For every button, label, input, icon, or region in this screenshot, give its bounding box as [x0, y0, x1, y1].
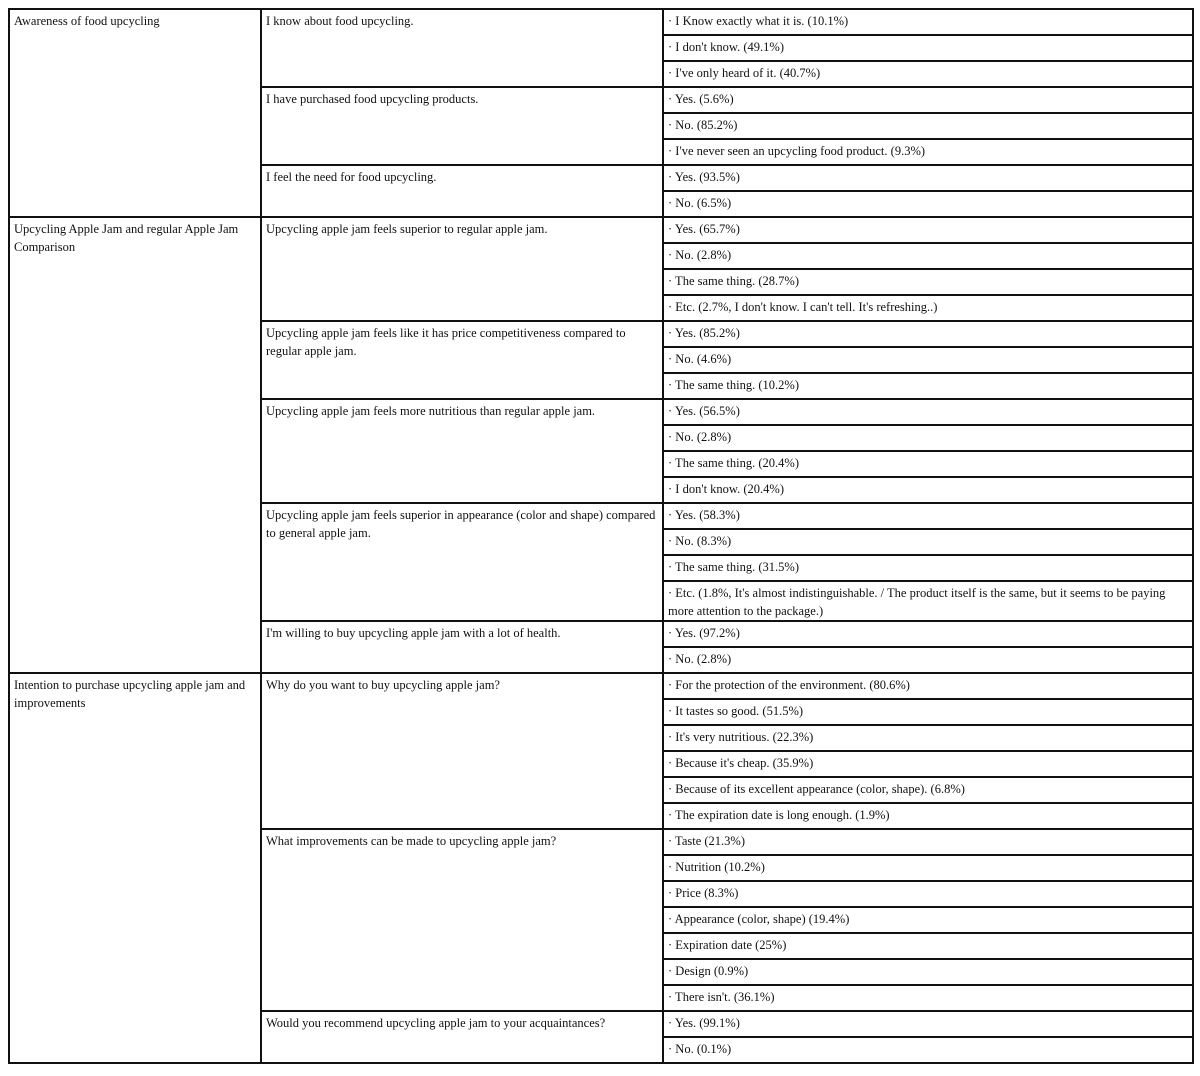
- answer-cell: · Yes. (5.6%): [663, 87, 1193, 113]
- answer-cell: · I don't know. (49.1%): [663, 35, 1193, 61]
- answer-cell: · Design (0.9%): [663, 959, 1193, 985]
- answer-cell: · Because of its excellent appearance (color, shape). (6.8%): [663, 777, 1193, 803]
- answer-cell: · The expiration date is long enough. (1.9%): [663, 803, 1193, 829]
- answer-cell: · Expiration date (25%): [663, 933, 1193, 959]
- question-cell: Upcycling apple jam feels more nutritious than regular apple jam.: [261, 399, 663, 503]
- table-row: [9, 217, 1193, 243]
- answer-cell: · Nutrition (10.2%): [663, 855, 1193, 881]
- answer-cell: · No. (6.5%): [663, 191, 1193, 217]
- answer-cell: · Yes. (58.3%): [663, 503, 1193, 529]
- question-cell: I know about food upcycling.: [261, 9, 663, 87]
- question-cell: Upcycling apple jam feels superior in appearance (color and shape) compared to general apple jam.: [261, 503, 663, 621]
- answer-cell: · I've never seen an upcycling food product. (9.3%): [663, 139, 1193, 165]
- answer-cell: · No. (4.6%): [663, 347, 1193, 373]
- table-row: [9, 9, 1193, 35]
- question-cell: I'm willing to buy upcycling apple jam with a lot of health.: [261, 621, 663, 673]
- answer-cell: · No. (8.3%): [663, 529, 1193, 555]
- answer-cell: · Taste (21.3%): [663, 829, 1193, 855]
- category-cell: Awareness of food upcycling: [9, 9, 261, 217]
- answer-cell: · Etc. (2.7%, I don't know. I can't tell. It's refreshing..): [663, 295, 1193, 321]
- question-cell: What improvements can be made to upcycling apple jam?: [261, 829, 663, 1011]
- answer-cell: · It tastes so good. (51.5%): [663, 699, 1193, 725]
- answer-cell: · For the protection of the environment. (80.6%): [663, 673, 1193, 699]
- answer-cell: · Appearance (color, shape) (19.4%): [663, 907, 1193, 933]
- answer-cell: · There isn't. (36.1%): [663, 985, 1193, 1011]
- answer-cell: · Etc. (1.8%, It's almost indistinguishable. / The product itself is the same, but it seems to be paying more attention to the package.): [663, 581, 1193, 621]
- category-cell: Upcycling Apple Jam and regular Apple Jam Comparison: [9, 217, 261, 673]
- answer-cell: · I Know exactly what it is. (10.1%): [663, 9, 1193, 35]
- survey-results-table: [8, 8, 1194, 1064]
- answer-cell: · Yes. (65.7%): [663, 217, 1193, 243]
- survey-table-body: [9, 9, 1193, 1063]
- answer-cell: · No. (85.2%): [663, 113, 1193, 139]
- question-cell: Would you recommend upcycling apple jam to your acquaintances?: [261, 1011, 663, 1063]
- question-cell: I feel the need for food upcycling.: [261, 165, 663, 217]
- table-row: [9, 673, 1193, 699]
- answer-cell: · The same thing. (31.5%): [663, 555, 1193, 581]
- answer-cell: · No. (2.8%): [663, 425, 1193, 451]
- answer-cell: · The same thing. (28.7%): [663, 269, 1193, 295]
- answer-cell: · No. (0.1%): [663, 1037, 1193, 1063]
- category-cell: Intention to purchase upcycling apple jam and improvements: [9, 673, 261, 1063]
- answer-cell: · Yes. (93.5%): [663, 165, 1193, 191]
- answer-cell: · Yes. (56.5%): [663, 399, 1193, 425]
- question-cell: Why do you want to buy upcycling apple jam?: [261, 673, 663, 829]
- answer-cell: · No. (2.8%): [663, 243, 1193, 269]
- answer-cell: · Yes. (85.2%): [663, 321, 1193, 347]
- answer-cell: · The same thing. (10.2%): [663, 373, 1193, 399]
- answer-cell: · Yes. (97.2%): [663, 621, 1193, 647]
- answer-cell: · No. (2.8%): [663, 647, 1193, 673]
- question-cell: I have purchased food upcycling products.: [261, 87, 663, 165]
- question-cell: Upcycling apple jam feels superior to regular apple jam.: [261, 217, 663, 321]
- answer-cell: · I don't know. (20.4%): [663, 477, 1193, 503]
- answer-cell: · Because it's cheap. (35.9%): [663, 751, 1193, 777]
- answer-cell: · It's very nutritious. (22.3%): [663, 725, 1193, 751]
- answer-cell: · I've only heard of it. (40.7%): [663, 61, 1193, 87]
- answer-cell: · Yes. (99.1%): [663, 1011, 1193, 1037]
- question-cell: Upcycling apple jam feels like it has price competitiveness compared to regular apple jam.: [261, 321, 663, 399]
- answer-cell: · The same thing. (20.4%): [663, 451, 1193, 477]
- answer-cell: · Price (8.3%): [663, 881, 1193, 907]
